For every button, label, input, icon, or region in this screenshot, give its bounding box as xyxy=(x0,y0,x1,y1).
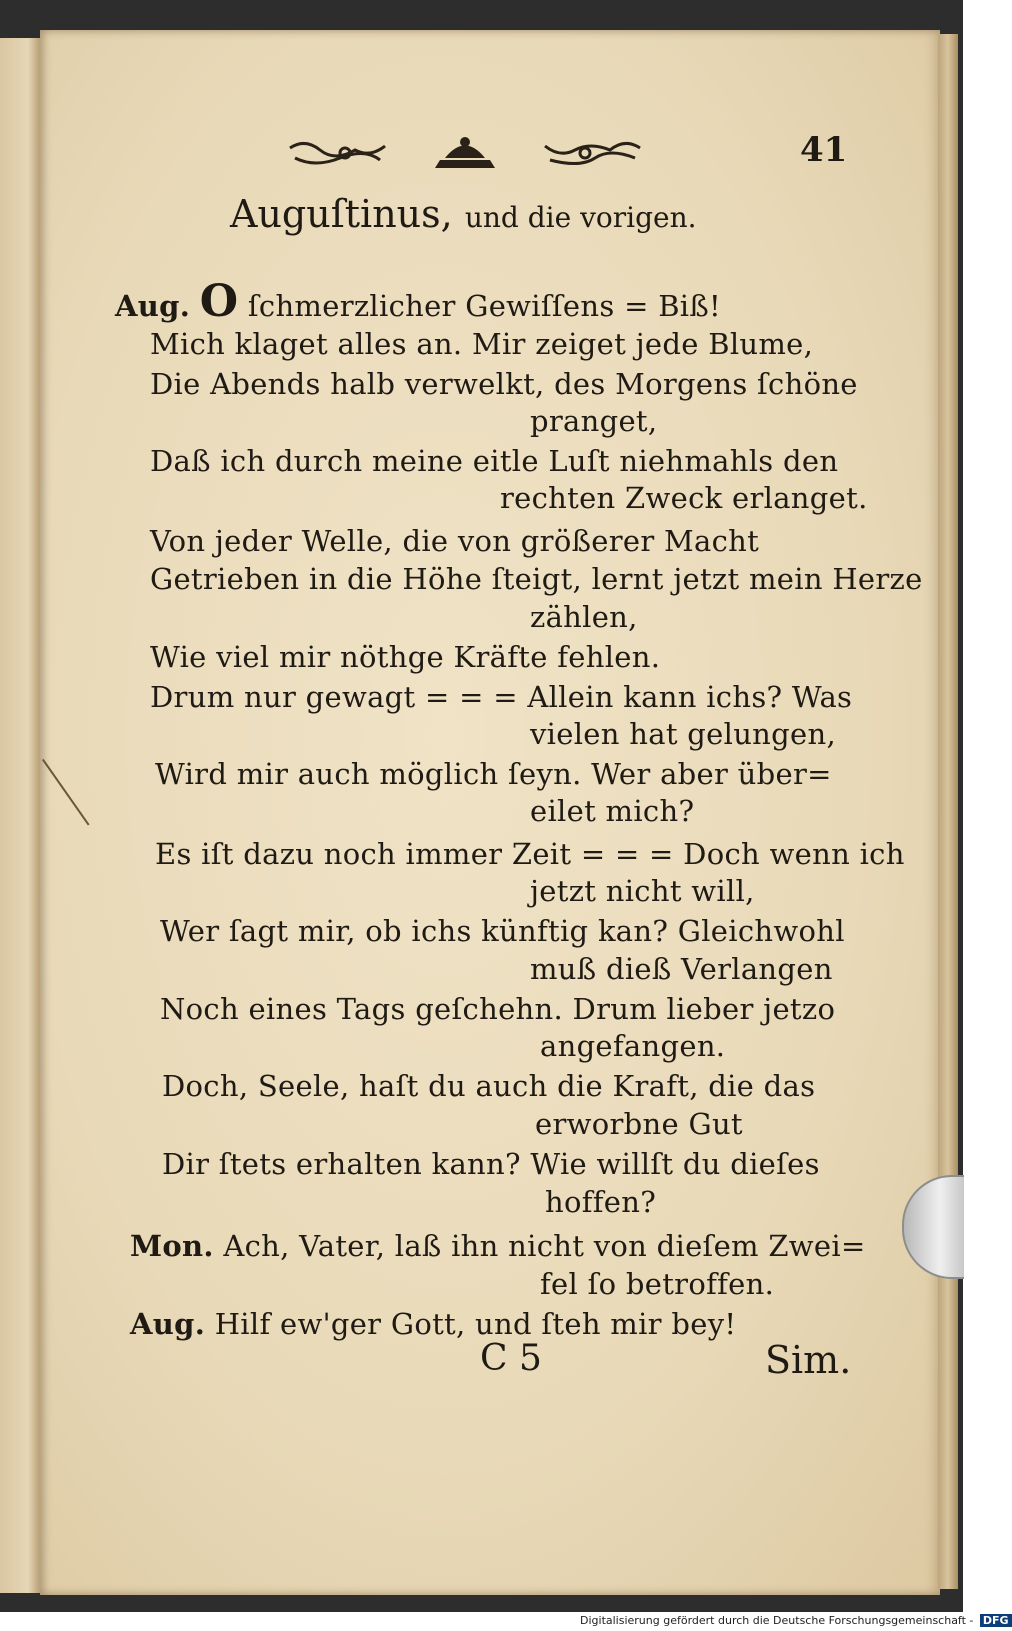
speaker-label: Aug. xyxy=(130,1307,206,1341)
text-line: vielen hat gelungen, xyxy=(530,717,836,751)
text-line: Daß ich durch meine eitle Luſt niehmahls den xyxy=(150,444,839,478)
heading-name: Auguſtinus, xyxy=(230,192,453,236)
page-stack-edge xyxy=(938,34,958,1589)
text-line: muß dieß Verlangen xyxy=(530,952,833,986)
text-line: Getrieben in die Höhe ſteigt, lernt jetzt mein Herze xyxy=(150,562,923,596)
signature-mark: C 5 xyxy=(480,1338,542,1379)
text-line: Wird mir auch möglich ſeyn. Wer aber über= xyxy=(155,757,832,791)
speaker-label: Aug. xyxy=(115,289,191,323)
text-line: Dir ſtets erhalten kann? Wie willſt du dieſes xyxy=(162,1147,820,1181)
text-line: rechten Zweck erlanget. xyxy=(500,481,868,515)
text-line: erworbne Gut xyxy=(535,1107,743,1141)
digitization-credit xyxy=(580,1614,1012,1627)
dfg-logo: DFG xyxy=(980,1614,1012,1627)
text-line: Drum nur gewagt = = = Allein kann ichs? Was xyxy=(150,680,853,714)
scene-heading xyxy=(230,192,697,236)
initial-letter: O xyxy=(199,276,239,327)
text-line xyxy=(130,1229,866,1263)
text-line: pranget, xyxy=(530,404,658,438)
text-line: Doch, Seele, haſt du auch die Kraft, die das xyxy=(162,1069,816,1103)
catchword: Sim. xyxy=(765,1338,852,1382)
text-line: Wie viel mir nöthge Kräfte fehlen. xyxy=(150,640,661,674)
text-line xyxy=(115,276,722,327)
page-number: 41 xyxy=(800,130,848,170)
line-text: Hilf ew'ger Gott, und ſteh mir bey! xyxy=(214,1307,737,1341)
text-line: angefangen. xyxy=(540,1029,726,1063)
text-line: Es iſt dazu noch immer Zeit = = = Doch wenn ich xyxy=(155,837,905,871)
line-text: Ach, Vater, laß ihn nicht von dieſem Zwei= xyxy=(223,1229,866,1263)
text-line: Wer ſagt mir, ob ichs künftig kan? Gleichwohl xyxy=(160,914,845,948)
text-line: Die Abends halb verwelkt, des Morgens ſchöne xyxy=(150,367,858,401)
text-line: Noch eines Tags geſchehn. Drum lieber jetzo xyxy=(160,992,836,1026)
text-line: hoffen? xyxy=(545,1185,657,1219)
speaker-label: Mon. xyxy=(130,1229,214,1263)
text-line: Mich klaget alles an. Mir zeiget jede Blume, xyxy=(150,327,814,361)
line-text: ſchmerzlicher Gewiſſens = Biß! xyxy=(247,289,722,323)
heading-rest: und die vorigen. xyxy=(464,201,697,234)
facing-page-edge xyxy=(0,38,40,1593)
credit-text: Digitalisierung gefördert durch die Deutsche Forschungsgemeinschaft - xyxy=(580,1614,974,1627)
text-line: Von jeder Welle, die von größerer Macht xyxy=(150,524,760,558)
text-line: zählen, xyxy=(530,600,638,634)
text-line xyxy=(130,1307,737,1341)
ornament-icon xyxy=(285,128,645,178)
text-line: fel ſo betroffen. xyxy=(540,1267,775,1301)
text-line: jetzt nicht will, xyxy=(530,874,755,908)
text-line: eilet mich? xyxy=(530,794,695,828)
